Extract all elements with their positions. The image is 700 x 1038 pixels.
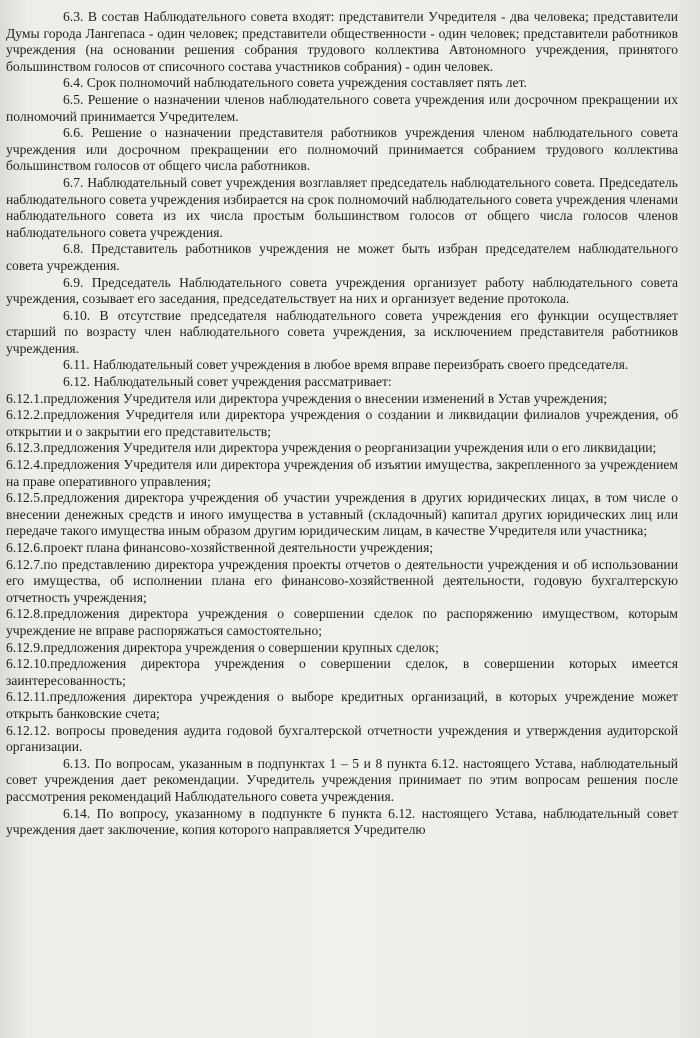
subparagraph: 6.12.12. вопросы проведения аудита годовой бухгалтерской отчетности учреждения и утверждения аудиторской организации.: [6, 722, 678, 755]
subparagraph: 6.12.1.предложения Учредителя или директора учреждения о внесении изменений в Устав учреждения;: [6, 390, 608, 406]
document-text: [6, 9, 678, 839]
paragraph: 6.8. Представитель работников учреждения не может быть избран председателем наблюдательного совета учреждения.: [6, 241, 678, 273]
subparagraph: 6.12.11.предложения директора учреждения о выборе кредитных организаций, в которых учреждение может открыть банковские счета;: [6, 689, 678, 721]
paragraph: 6.11. Наблюдательный совет учреждения в любое время вправе переизбрать своего председателя.: [63, 357, 629, 373]
subparagraph: 6.12.7.по представлению директора учреждения проекты отчетов о деятельности учреждения и об использовании его имущества, об исполнении плана его финансово-хозяйственной деятельности, годовую бухгалтерскую отчетность учреждения;: [6, 556, 678, 605]
paragraph: 6.14. По вопросу, указанному в подпункте 6 пункта 6.12. настоящего Устава, наблюдательный совет учреждения дает заключение, копия которого направляется Учредителю: [6, 805, 678, 838]
subparagraph: 6.12.6.проект плана финансово-хозяйственной деятельности учреждения;: [6, 540, 434, 555]
paragraph: 6.7. Наблюдательный совет учреждения возглавляет председатель наблюдательного совета. Председатель наблюдательного совета учреждения избирается на срок полномочий наблюдательного совета учреждения членами наблюдательного совета из их числа простым большинством голосов от общего числа голосов членов наблюдательного совета учреждения.: [6, 174, 678, 240]
paragraph: 6.9. Председатель Наблюдательного совета учреждения организует работу наблюдательного совета учреждения, созывает его заседания, председательствует на них и организует ведение протокола.: [6, 274, 678, 307]
subparagraph: 6.12.4.предложения Учредителя или директора учреждения об изъятии имущества, закрепленного за учреждением на праве оперативного управления;: [6, 457, 678, 489]
paragraph: 6.5. Решение о назначении членов наблюдательного совета учреждения или досрочном прекращении их полномочий принимается Учредителем.: [6, 91, 678, 124]
subparagraph: 6.12.9.предложения директора учреждения о совершении крупных сделок;: [6, 639, 439, 655]
subparagraph: 6.12.2.предложения Учредителя или директора учреждения о создании и ликвидации филиалов учреждения, об открытии и о закрытии его представительств;: [6, 407, 678, 439]
paragraph: 6.12. Наблюдательный совет учреждения рассматривает:: [63, 374, 392, 390]
paragraph: 6.10. В отсутствие председателя наблюдательного совета учреждения его функции осуществляет старший по возрасту член наблюдательного совета учреждения, за исключением представителя работников учреждения.: [6, 307, 678, 356]
paragraph: 6.3. В состав Наблюдательного совета входят: представители Учредителя - два человека; представители Думы города Лангепаса - один человек; представители общественности - один человек; представители работников учреждения (на основании решения собрания трудового коллектива Автономного учреждения, принятого большинством голосов от списочного состава участников собрания) - один человек.: [6, 9, 678, 74]
subparagraph: 6.12.5.предложения директора учреждения об участии учреждения в других юридических лицах, в том числе о внесении денежных средств и иного имущества в уставный (складочный) капитал других юридических лиц или передаче такого имущества иным образом другим юридическим лицам, в качестве Учредителя или участника;: [6, 490, 678, 539]
paragraph: 6.13. По вопросам, указанным в подпунктах 1 – 5 и 8 пункта 6.12. настоящего Устава, наблюдательный совет учреждения дает рекомендации. Учредитель учреждения принимает по этим вопросам решения после рассмотрения рекомендаций Наблюдательного совета учреждения.: [6, 755, 678, 804]
paragraph: 6.6. Решение о назначении представителя работников учреждения членом наблюдательного совета учреждения или досрочном прекращении его полномочий принимается собранием трудового коллектива большинством голосов от общего числа работников.: [6, 125, 678, 174]
subparagraph: 6.12.3.предложения Учредителя или директора учреждения о реорганизации учреждения или о его ликвидации;: [6, 440, 657, 456]
paragraph: 6.4. Срок полномочий наблюдательного совета учреждения составляет пять лет.: [63, 75, 527, 91]
subparagraph: 6.12.10.предложения директора учреждения о совершении сделок, в совершении которых имеется заинтересованность;: [6, 656, 678, 688]
subparagraph: 6.12.8.предложения директора учреждения о совершении сделок по распоряжению имуществом, которым учреждение не вправе распоряжаться самостоятельно;: [6, 606, 678, 638]
